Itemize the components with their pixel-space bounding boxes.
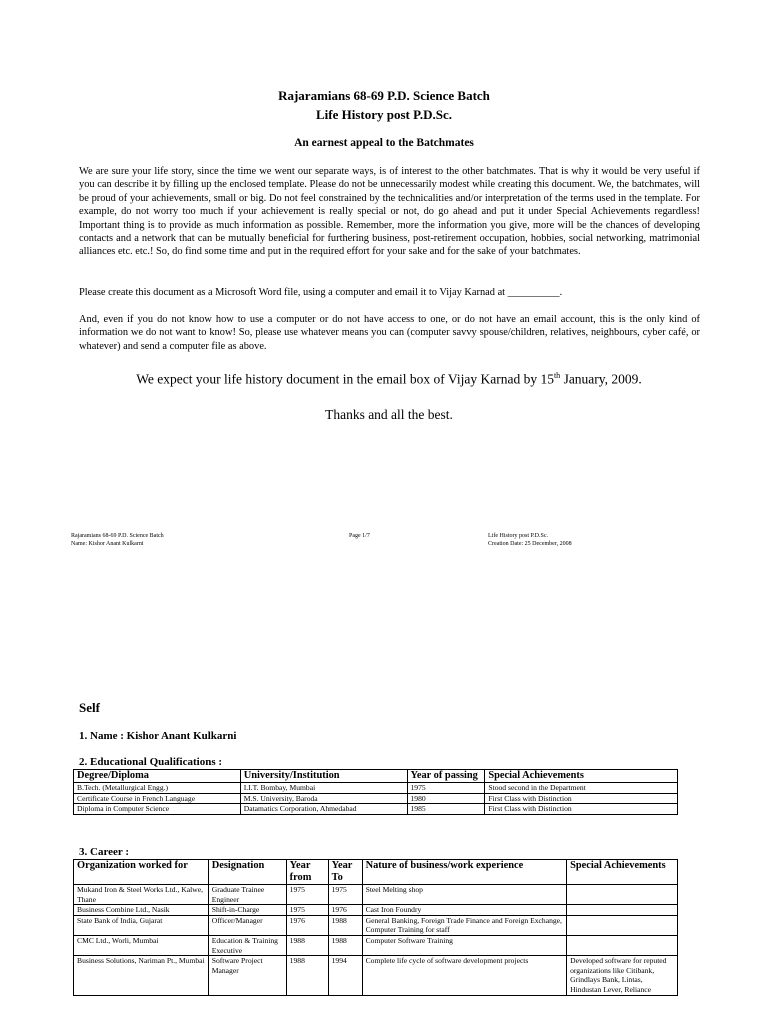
table-cell: Computer Software Training [362,935,567,955]
appeal-heading: An earnest appeal to the Batchmates [294,137,474,149]
footer-creation-date: Creation Date: 25 December, 2008 [488,541,572,547]
career-header-row [74,860,678,885]
career-heading: 3. Career : [79,846,129,858]
deadline-line [0,371,768,388]
footer-name: Name: Kishor Anant Kulkarni [71,541,144,547]
table-cell: 1975 [328,885,362,905]
table-cell: 1988 [328,915,362,935]
edu-col-university: University/Institution [240,770,407,783]
table-cell: 1976 [286,915,328,935]
footer-right [488,532,572,548]
table-cell: 1980 [407,793,485,804]
table-cell: Steel Melting shop [362,885,567,905]
table-cell: 1975 [407,783,485,794]
table-cell: 1988 [286,935,328,955]
table-row [74,783,678,794]
table-cell: Software Project Manager [208,956,286,995]
table-cell: 1975 [286,905,328,916]
table-cell: Complete life cycle of software development projects [362,956,567,995]
table-row [74,793,678,804]
table-cell: I.I.T. Bombay, Mumbai [240,783,407,794]
table-cell [567,935,678,955]
career-col-year-to: Year To [328,860,362,885]
career-table [73,859,678,996]
table-cell: First Class with Distinction [485,793,678,804]
document-title: Rajaramians 68-69 P.D. Science Batch [278,88,490,103]
table-row [74,905,678,916]
table-row [74,935,678,955]
intro-paragraph: We are sure your life story, since the time we went our separate ways, is of interest to the other batchmates. That is why it would be very useful if you can describe it by filling up the enclosed template. Please do not be unnecessarily modest while creating this document. We, the batchmates, will be proud of your achievements, small or big. Do not feel constrained by the technicalities and/or interpretation of the terms used in the template. For example, do not worry too much if your achievement is really special or not, do go ahead and put it under Special Achievements regardless! Important thing is to provide as much information as possible. Remember, more the information you give, more will be the chances of developing contacts and a network that can be mutually beneficial for furthering business, post-retirement occupation, hobbies, social networking, matrimonial alliances etc. etc.! So, do find some time and put in the required effort for your sake and for the sake of your batchmates. [79,166,700,258]
table-cell: Business Combine Ltd., Nasik [74,905,209,916]
thanks-line: Thanks and all the best. [325,407,453,422]
career-col-designation: Designation [208,860,286,885]
education-table [73,769,678,815]
table-cell: 1976 [328,905,362,916]
table-cell: State Bank of India, Gujarat [74,915,209,935]
table-cell [567,905,678,916]
table-cell: Education & Training Executive [208,935,286,955]
table-row [74,956,678,995]
education-heading: 2. Educational Qualifications : [79,756,223,768]
table-cell: 1975 [286,885,328,905]
table-cell: Datamatics Corporation, Ahmedabad [240,804,407,815]
table-cell: Officer/Manager [208,915,286,935]
table-cell: Certificate Course in French Language [74,793,241,804]
table-cell [567,915,678,935]
self-heading: Self [79,700,100,715]
table-cell: Shift-in-Charge [208,905,286,916]
document-subtitle: Life History post P.D.Sc. [315,107,453,122]
deadline-suffix: th [553,371,561,380]
education-header-row [74,770,678,783]
career-col-year-from: Year from [286,860,328,885]
table-cell: 1985 [407,804,485,815]
table-cell: Stood second in the Department [485,783,678,794]
deadline-text: We expect your life history document in the email box of Vijay Karnad by 15 [136,371,554,387]
edu-col-degree: Degree/Diploma [74,770,241,783]
deadline-date: January, 2009. [560,371,642,387]
table-cell: 1988 [328,935,362,955]
table-cell: 1988 [286,956,328,995]
table-cell: Graduate Trainee Engineer [208,885,286,905]
table-cell: First Class with Distinction [485,804,678,815]
table-cell: Diploma in Computer Science [74,804,241,815]
table-cell: Cast Iron Foundry [362,905,567,916]
table-cell: General Banking, Foreign Trade Finance and Foreign Exchange, Computer Training for staff [362,915,567,935]
edu-col-achievements: Special Achievements [485,770,678,783]
table-cell: Business Solutions, Nariman Pt., Mumbai [74,956,209,995]
footer-doc-title: Life History post P.D.Sc. [488,533,548,539]
career-col-organization: Organization worked for [74,860,209,885]
table-cell: B.Tech. (Metallurgical Engg.) [74,783,241,794]
table-cell: Mukand Iron & Steel Works Ltd., Kalwe, Thane [74,885,209,905]
no-computer-paragraph: And, even if you do not know how to use a computer or do not have access to one, or do not have an email account, this is the only kind of information we do not want to know! So, please use whatever means you can (computer savvy spouse/children, relatives, neighbours, cyber café, or whatever) and send a computer file as above. [79,314,700,352]
footer-batch: Rajaramians 68-69 P.D. Science Batch [71,533,164,539]
footer-page-number: Page 1/7 [349,533,370,539]
table-row [74,915,678,935]
career-col-nature: Nature of business/work experience [362,860,567,885]
table-cell: 1994 [328,956,362,995]
career-col-achievements: Special Achievements [567,860,678,885]
table-cell [567,885,678,905]
name-field: 1. Name : Kishor Anant Kulkarni [79,730,237,742]
table-cell: Developed software for reputed organizations like Citibank, Grindlays Bank, Lintas, Hindustan Lever, Reliance [567,956,678,995]
footer-left [71,532,164,548]
table-row [74,804,678,815]
table-cell: CMC Ltd., Worli, Mumbai [74,935,209,955]
instructions-paragraph: Please create this document as a Microsoft Word file, using a computer and email it to Vijay Karnad at __________. [79,287,563,298]
edu-col-year: Year of passing [407,770,485,783]
table-cell: M.S. University, Baroda [240,793,407,804]
table-row [74,885,678,905]
